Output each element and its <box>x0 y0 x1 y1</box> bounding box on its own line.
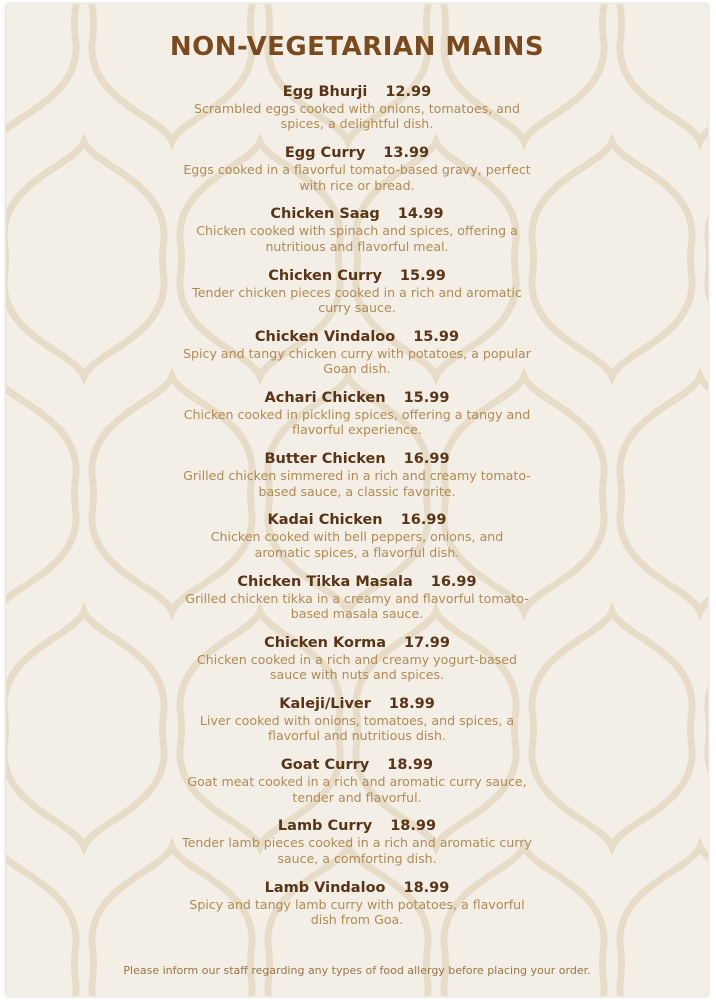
menu-item-name: Chicken Korma <box>264 634 387 651</box>
menu-item-price: 17.99 <box>404 634 450 651</box>
menu-item <box>6 574 708 622</box>
menu-item-name: Kaleji/Liver <box>279 696 371 712</box>
menu-item-name: Chicken Vindaloo <box>254 328 396 345</box>
menu-item <box>6 390 708 438</box>
menu-item <box>6 696 708 744</box>
menu-item-description: Chicken cooked with spinach and spices, offering a nutritious and flavorful meal. <box>196 223 518 254</box>
menu-item-name: Egg Bhurji <box>282 84 368 100</box>
menu-item-price: 14.99 <box>397 206 444 223</box>
menu-item-description: Grilled chicken simmered in a rich and creamy tomato-based sauce, a classic favorite. <box>183 468 531 499</box>
menu-item-header <box>6 206 708 223</box>
menu-item-description: Eggs cooked in a flavorful tomato-based gravy, perfect with rice or bread. <box>183 162 531 193</box>
menu-item-price: 16.99 <box>430 573 477 590</box>
menu-content <box>6 4 708 996</box>
menu-item-header <box>6 757 708 774</box>
menu-item-description: Goat meat cooked in a rich and aromatic curry sauce, tender and flavorful. <box>187 774 527 805</box>
menu-item-name: Egg Curry <box>284 145 366 162</box>
menu-item-header <box>6 880 708 897</box>
menu-item-price: 18.99 <box>403 879 450 896</box>
menu-item-description: Spicy and tangy chicken curry with potatoes, a popular Goan dish. <box>183 345 531 377</box>
menu-item-name: Chicken Saag <box>270 206 380 223</box>
menu-item-header <box>6 390 708 407</box>
menu-item-header <box>6 635 708 652</box>
menu-item-price: 16.99 <box>400 512 447 529</box>
menu-item <box>6 757 708 805</box>
menu-item-header <box>6 574 708 591</box>
menu-item-price: 15.99 <box>413 328 460 345</box>
menu-item <box>6 635 708 683</box>
menu-item <box>6 880 708 928</box>
menu-item-description: Grilled chicken tikka in a creamy and flavorful tomato-based masala sauce. <box>185 590 529 621</box>
menu-item-price: 16.99 <box>403 451 450 468</box>
menu-item-header <box>6 84 708 101</box>
menu-item-header <box>6 451 708 468</box>
menu-item-header <box>6 329 708 346</box>
menu-item-price: 12.99 <box>385 84 432 100</box>
menu-item-header <box>6 145 708 162</box>
menu-item-description: Tender chicken pieces cooked in a rich and aromatic curry sauce. <box>192 284 522 315</box>
allergy-note: Please inform our staff regarding any types of food allergy before placing your order. <box>123 964 591 977</box>
menu-item-price: 15.99 <box>403 390 450 406</box>
menu-item-description: Tender lamb pieces cooked in a rich and aromatic curry sauce, a comforting dish. <box>182 835 532 866</box>
menu-item <box>6 206 708 254</box>
menu-item-name: Kadai Chicken <box>267 512 383 529</box>
menu-item <box>6 268 708 316</box>
menu-page <box>6 4 708 996</box>
menu-item <box>6 329 708 377</box>
menu-item-description: Chicken cooked with bell peppers, onions, and aromatic spices, a flavorful dish. <box>210 529 504 560</box>
menu-item <box>6 84 708 132</box>
menu-item-name: Chicken Tikka Masala <box>237 573 413 590</box>
menu-item-name: Goat Curry <box>280 757 370 774</box>
menu-item-name: Butter Chicken <box>264 451 386 468</box>
menu-item <box>6 145 708 193</box>
menu-item <box>6 818 708 866</box>
menu-item-header <box>6 818 708 835</box>
menu-item-name: Chicken Curry <box>268 267 382 284</box>
menu-item-name: Achari Chicken <box>264 390 386 406</box>
menu-item-header <box>6 512 708 529</box>
menu-item-price: 18.99 <box>390 818 437 835</box>
menu-item-header <box>6 696 708 713</box>
menu-item <box>6 451 708 499</box>
menu-item-description: Liver cooked with onions, tomatoes, and spices, a flavorful and nutritious dish. <box>199 713 515 744</box>
menu-item-price: 18.99 <box>388 696 435 712</box>
page-title: NON-VEGETARIAN MAINS <box>169 32 545 62</box>
menu-item-name: Lamb Curry <box>277 818 373 835</box>
menu-item <box>6 512 708 560</box>
menu-item-price: 13.99 <box>383 145 430 162</box>
menu-item-description: Spicy and tangy lamb curry with potatoes, a flavorful dish from Goa. <box>189 896 525 927</box>
menu-item-name: Lamb Vindaloo <box>264 879 386 896</box>
menu-item-price: 18.99 <box>387 757 434 774</box>
menu-item-price: 15.99 <box>399 267 446 284</box>
menu-item-description: Scrambled eggs cooked with onions, tomatoes, and spices, a delightful dish. <box>194 101 520 132</box>
menu-item-header <box>6 268 708 285</box>
menu-item-description: Chicken cooked in pickling spices, offering a tangy and flavorful experience. <box>183 407 531 438</box>
menu-item-description: Chicken cooked in a rich and creamy yogurt-based sauce with nuts and spices. <box>196 651 517 683</box>
